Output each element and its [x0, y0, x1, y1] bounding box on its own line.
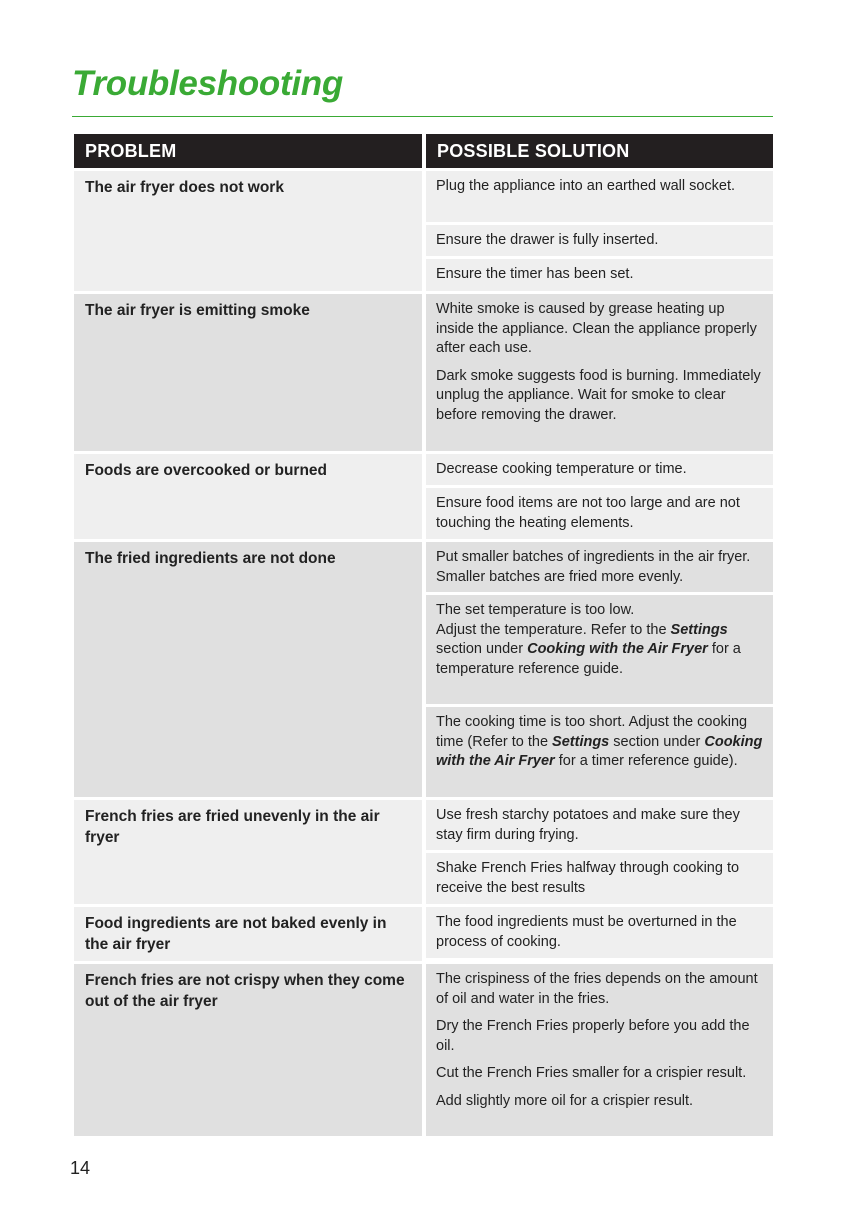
- problem-cell: The air fryer does not work: [74, 171, 422, 291]
- solution-cell: The food ingredients must be overturned in the process of cooking.: [426, 907, 773, 958]
- solution-cell: Use fresh starchy potatoes and make sure they stay firm during frying.: [426, 800, 773, 850]
- solutions-column: [426, 964, 773, 1136]
- title-divider: [72, 116, 773, 117]
- table-row: [74, 800, 773, 904]
- header-problem: PROBLEM: [74, 134, 422, 168]
- solution-text: The set temperature is too low.: [436, 602, 635, 618]
- solution-text: for a timer reference guide).: [558, 753, 738, 769]
- troubleshooting-table: [74, 134, 773, 1136]
- solution-text: The crispiness of the fries depends on the amount of oil and water in the fries.: [436, 971, 758, 1007]
- cooking-with-air-fryer-reference: Cooking with the Air Fryer: [527, 641, 708, 657]
- solutions-column: [426, 294, 773, 451]
- solutions-column: [426, 542, 773, 797]
- solution-text: White smoke is caused by grease heating up inside the appliance. Clean the appliance properly after each use.: [436, 301, 757, 356]
- table-row: [74, 542, 773, 797]
- table-row: [74, 454, 773, 539]
- table-row: [74, 294, 773, 451]
- solution-cell: [426, 294, 773, 451]
- solution-text: Cut the French Fries smaller for a crispier result.: [436, 1065, 747, 1081]
- header-possible-solution: POSSIBLE SOLUTION: [426, 134, 773, 168]
- solution-cell: Ensure the drawer is fully inserted.: [426, 225, 773, 256]
- table-row: [74, 907, 773, 961]
- solutions-column: [426, 907, 773, 961]
- solution-cell: Shake French Fries halfway through cooking to receive the best results: [426, 853, 773, 904]
- solution-cell: [426, 964, 773, 1136]
- solutions-column: [426, 454, 773, 539]
- solution-cell: Decrease cooking temperature or time.: [426, 454, 773, 485]
- page-title: Troubleshooting: [72, 64, 343, 103]
- page-number: 14: [70, 1158, 91, 1178]
- problem-cell: Foods are overcooked or burned: [74, 454, 422, 539]
- table-row: [74, 964, 773, 1136]
- solutions-column: [426, 800, 773, 904]
- problem-cell: French fries are not crispy when they come out of the air fryer: [74, 964, 422, 1136]
- settings-reference: Settings: [552, 733, 610, 750]
- solution-text: Adjust the temperature. Refer to the: [436, 621, 667, 638]
- solution-text: Dark smoke suggests food is burning. Immediately unplug the appliance. Wait for smoke to clear before removing the drawer.: [436, 367, 761, 423]
- solution-text: section under: [436, 641, 524, 657]
- problem-cell: The fried ingredients are not done: [74, 542, 422, 797]
- problem-cell: French fries are fried unevenly in the air fryer: [74, 800, 422, 904]
- problem-cell: The air fryer is emitting smoke: [74, 294, 422, 451]
- solution-cell: [426, 707, 773, 797]
- table-header: [74, 134, 773, 168]
- solution-text: The cooking time is too short. Adjust the cooking time (Refer to the: [436, 714, 748, 750]
- solution-text: section under: [613, 733, 701, 750]
- table-row: [74, 171, 773, 291]
- problem-cell: Food ingredients are not baked evenly in the air fryer: [74, 907, 422, 961]
- solution-cell: Put smaller batches of ingredients in the air fryer. Smaller batches are fried more evenly.: [426, 542, 773, 592]
- cooking-with-air-fryer-reference: Cooking with the Air Fryer: [436, 733, 763, 769]
- solution-text: Dry the French Fries properly before you add the oil.: [436, 1018, 750, 1054]
- solution-cell: Plug the appliance into an earthed wall socket.: [426, 171, 773, 222]
- solution-text: Add slightly more oil for a crispier result.: [436, 1092, 694, 1109]
- solutions-column: [426, 171, 773, 291]
- solution-text: for a temperature reference guide.: [436, 641, 741, 677]
- solution-cell: Ensure the timer has been set.: [426, 259, 773, 291]
- settings-reference: Settings: [670, 621, 728, 638]
- solution-cell: [426, 595, 773, 704]
- solution-cell: Ensure food items are not too large and are not touching the heating elements.: [426, 488, 773, 539]
